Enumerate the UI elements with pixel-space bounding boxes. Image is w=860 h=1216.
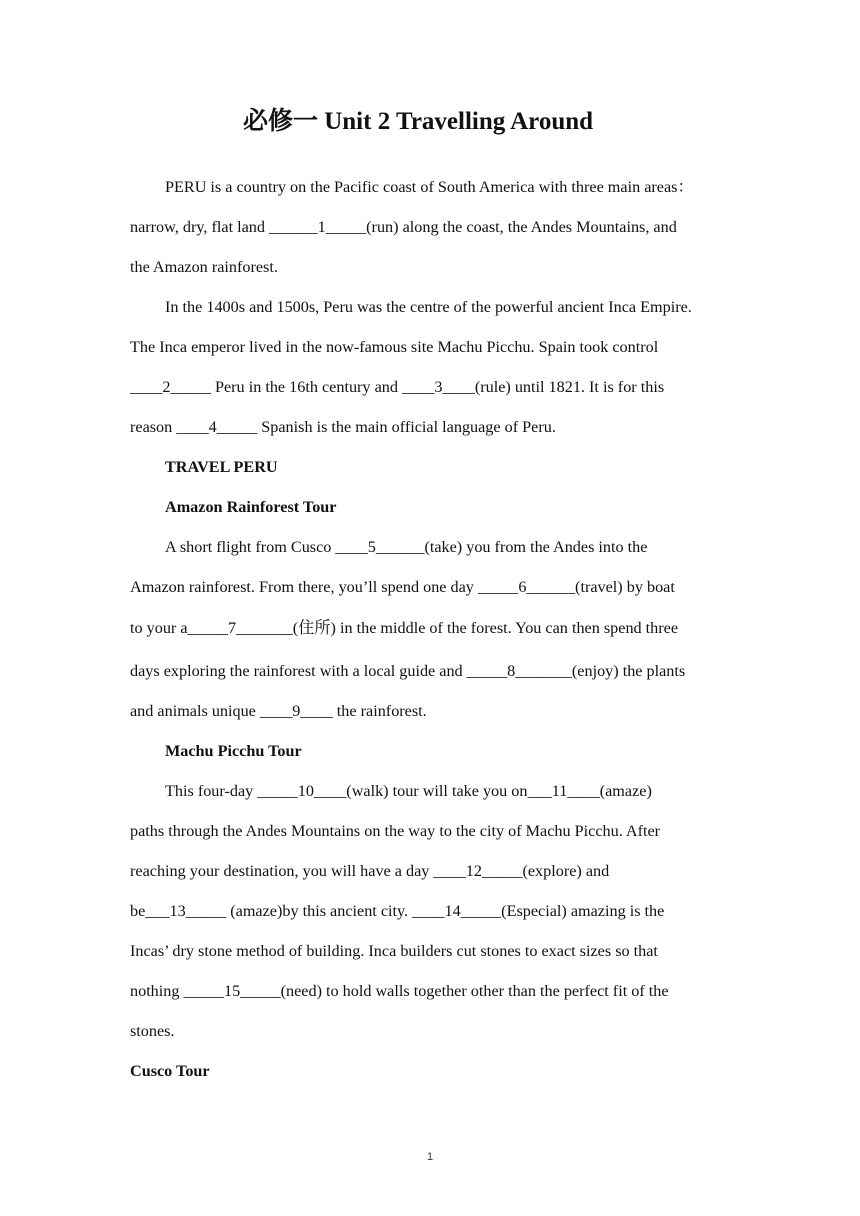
text-line: Amazon rainforest. From there, you’ll spend one day _____6______(travel) by boat: [130, 578, 675, 596]
text-line: stones.: [130, 1022, 175, 1040]
text-line: In the 1400s and 1500s, Peru was the centre of the powerful ancient Inca Empire.: [165, 298, 692, 316]
document-title: 必修一 Unit 2 Travelling Around: [242, 108, 594, 135]
section-heading: Cusco Tour: [130, 1062, 210, 1080]
text-line: The Inca emperor lived in the now-famous site Machu Picchu. Spain took control: [130, 338, 659, 356]
text-line: reason ____4_____ Spanish is the main official language of Peru.: [130, 418, 556, 436]
text-line: be___13_____ (amaze)by this ancient city. ____14_____(Especial) amazing is the: [130, 902, 665, 920]
text-line: paths through the Andes Mountains on the way to the city of Machu Picchu. After: [130, 822, 661, 840]
section-heading: Machu Picchu Tour: [165, 742, 302, 760]
text-line: This four-day _____10____(walk) tour will take you on___11____(amaze): [165, 782, 652, 800]
text-line: and animals unique ____9____ the rainforest.: [130, 702, 427, 720]
text-line: PERU is a country on the Pacific coast of South America with three main areas：: [165, 178, 694, 196]
section-heading: Amazon Rainforest Tour: [165, 498, 337, 516]
text-line: to your a_____7_______(住所) in the middle of the forest. You can then spend three: [130, 619, 679, 637]
text-line: the Amazon rainforest.: [130, 258, 278, 276]
text-line: ____2_____ Peru in the 16th century and ____3____(rule) until 1821. It is for this: [130, 378, 665, 396]
text-line: A short flight from Cusco ____5______(take) you from the Andes into the: [165, 538, 648, 556]
section-heading: TRAVEL PERU: [165, 458, 278, 476]
text-line: days exploring the rainforest with a local guide and _____8_______(enjoy) the plants: [130, 662, 686, 680]
text-line: Incas’ dry stone method of building. Inca builders cut stones to exact sizes so that: [130, 942, 658, 960]
text-line: nothing _____15_____(need) to hold walls together other than the perfect fit of the: [130, 982, 669, 1000]
text-line: reaching your destination, you will have a day ____12_____(explore) and: [130, 862, 610, 880]
text-line: narrow, dry, flat land ______1_____(run) along the coast, the Andes Mountains, and: [130, 218, 677, 236]
page-number: 1: [426, 1151, 434, 1163]
